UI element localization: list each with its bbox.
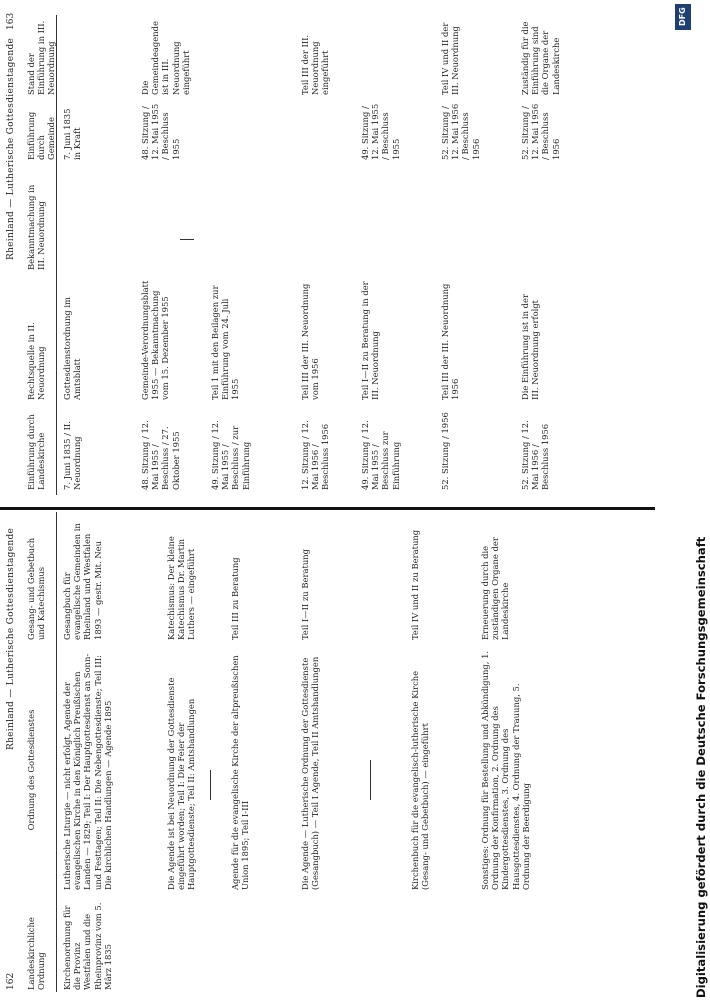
right-header-rule bbox=[56, 15, 57, 495]
right-row-1-col-4: 7. Juni 1835 in Kraft bbox=[62, 108, 83, 160]
left-header-1: Landeskirchliche Ordnung bbox=[26, 917, 47, 990]
right-row-1-col-2: Gottesdienstordnung im Amtsblatt bbox=[62, 296, 83, 400]
left-row-2-col-2: Die Agende ist bei Neuordnung der Gottesdienste eingeführt worden; Teil I: Die Feier der Hauptgottesdienste; Teil II: Amtshandlungen bbox=[166, 677, 197, 890]
right-row-3-col-1: 49. Sitzung / 12. Mai 1955 / Beschluss / zur Einführung bbox=[210, 420, 251, 490]
left-row-2-col-3: Katechismus: Der kleine Katechismus Dr. Martin Luthers — eingeführt bbox=[166, 536, 197, 640]
right-row-6-col-5: Teil IV und II der III. Neuordnung bbox=[440, 22, 461, 95]
right-row-1-col-1: 7. Juni 1835 / II. Neuordnung bbox=[62, 421, 83, 490]
left-row-4-col-3: Teil I—II zu Beratung bbox=[300, 549, 310, 640]
right-row-2-col-2: Gemeinde-Verordnungsblatt 1955 — Bekanntmachung vom 15. Dezember 1955 bbox=[140, 280, 171, 400]
left-header-2: Ordnung des Gottesdienstes bbox=[26, 709, 36, 831]
right-header-2: Rechtsquelle in II. Neuordnung bbox=[26, 322, 47, 400]
right-row-4-col-2: Teil III der III. Neuordnung vom 1956 bbox=[300, 283, 321, 400]
left-row-3-col-2: Agende für die evangelische Kirche der altpreußischen Union 1895; Teil I-III bbox=[230, 655, 251, 890]
right-row-6-col-2: Teil III der III. Neuordnung 1956 bbox=[440, 283, 461, 400]
right-row-5-col-4: 49. Sitzung / 12. Mai 1955 / Beschluss 1955 bbox=[360, 103, 401, 160]
left-header-3: Gesang- und Gebetbuch und Katechismus bbox=[26, 537, 47, 640]
right-row-5-col-2: Teil I—II zu Beratung in der III. Neuordnung bbox=[360, 281, 381, 400]
right-row-6-col-1: 52. Sitzung / 1956 bbox=[440, 412, 450, 490]
left-row-6-col-2: Sonstiges: Ordnung für Bestellung und Abkündigung, 1. Ordnung der Konfirmation, 2. Ordnung des Kindergottesdienstes, 3. Ordnung des Hausgottesdienstes, 4. Ordnung der Trauung, 5. Ordnung der Beerdigung bbox=[480, 650, 531, 890]
page-number-right: 163 bbox=[6, 12, 16, 30]
right-row-3-col-2: Teil 1 mit den Beilagen zur Einführung vom 24. Juli 1955 bbox=[210, 285, 241, 400]
right-row-7-col-4: 52. Sitzung / 12. Mai 1956 / Beschluss 1956 bbox=[520, 103, 561, 160]
right-row-5-col-1: 49. Sitzung / 12. Mai 1955 / Beschluss zur Einführung bbox=[360, 420, 401, 490]
left-row-4-col-2: Die Agende — Lutherische Ordnung der Gottesdienste (Gesangbuch) — Teil I Agende, Teil II Amtshandlungen bbox=[300, 656, 321, 890]
left-row-1-col-2: Lutherische Liturgie — nicht erfolgt, Agende der evangelischen Kirche in den Königlich Preußischen Landen — 1829; Teil I: Der Hauptgottesdienst an Sonn- und Festtagen; Teil II: Die Nebengottesdienste; Teil III: Die kirchlichen Handlungen — Agende 1895 bbox=[62, 653, 113, 890]
divider bbox=[210, 770, 211, 800]
dfg-watermark-text: Digitalisierung gefördert durch die Deutsche Forschungsgemeinschaft bbox=[694, 536, 708, 998]
left-row-1-col-1: Kirchenordnung für die Provinz Westfalen und die Rheinprovinz vom 5. März 1835 bbox=[62, 902, 113, 990]
right-row-4-col-5: Teil III der III. Neuordnung eingeführt bbox=[300, 34, 331, 95]
page-number-left: 162 bbox=[6, 972, 16, 990]
dfg-watermark-strip bbox=[674, 0, 708, 1000]
right-row-7-col-5: Zuständig für die Einführung sind die Organe der Landeskirche bbox=[520, 21, 561, 95]
right-row-7-col-2: Die Einführung ist in der III. Neuordnung erfolgt bbox=[520, 294, 541, 400]
running-head-left: Rheinland — Lutherische Gottesdienstagende bbox=[6, 527, 16, 750]
book-fold bbox=[0, 507, 655, 510]
running-head-right: Rheinland — Lutherische Gottesdienstagende bbox=[6, 37, 16, 260]
left-row-3-col-3: Teil III zu Beratung bbox=[230, 557, 240, 640]
right-header-1: Einführung durch Landeskirche bbox=[26, 414, 47, 490]
right-row-7-col-1: 52. Sitzung / 12. Mai 1956 / Beschluss 1956 bbox=[520, 420, 551, 490]
right-row-2-col-5: Die Gemeindeagende ist in III. Neuordnung eingeführt bbox=[140, 21, 191, 95]
divider bbox=[370, 760, 371, 800]
left-row-1-col-3: Gesangbuch für evangelische Gemeinden in Rheinland und Westfalen 1893 — gestr. Mit. Neu bbox=[62, 523, 103, 640]
dfg-logo: DFG bbox=[675, 4, 691, 30]
divider bbox=[180, 239, 194, 240]
right-header-5: Stand der Einführung in III. Neuordnung bbox=[26, 20, 57, 95]
right-row-4-col-1: 12. Sitzung / 12. Mai 1956 / Beschluss 1956 bbox=[300, 420, 331, 490]
left-row-5-col-3: Teil IV und II zu Beratung bbox=[410, 529, 420, 640]
right-row-2-col-4: 48. Sitzung / 12. Mai 1955 / Beschluss 1955 bbox=[140, 103, 181, 160]
right-header-4: Einführung durch Gemeinde bbox=[26, 111, 57, 160]
left-row-5-col-2: Kirchenbuch für die evangelisch-lutherische Kirche (Gesang- und Gebetbuch) — eingeführt bbox=[410, 670, 431, 890]
right-header-3: Bekanntmachung in III. Neuordnung bbox=[26, 184, 47, 270]
right-row-6-col-4: 52. Sitzung / 12. Mai 1956 / Beschluss 1956 bbox=[440, 103, 481, 160]
left-header-rule bbox=[56, 512, 57, 992]
left-row-6-col-3: Erneuerung durch die zuständigen Organe der Landeskirche bbox=[480, 537, 511, 640]
right-row-2-col-1: 48. Sitzung / 12. Mai 1955 / Beschluss / 27. Oktober 1955 bbox=[140, 420, 181, 490]
